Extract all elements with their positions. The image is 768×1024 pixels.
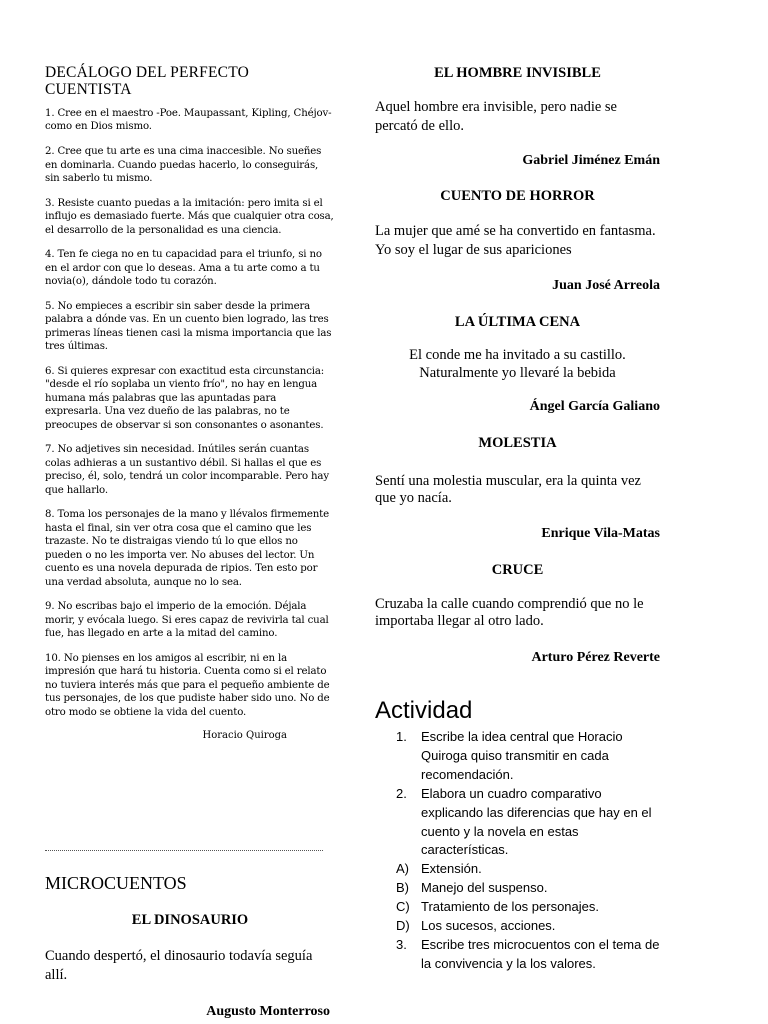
microcuentos-heading: MICROCUENTOS	[45, 873, 187, 893]
story-author: Arturo Pérez Reverte	[531, 650, 660, 665]
story-la-ultima-cena	[375, 313, 660, 416]
list-marker: A)	[396, 861, 409, 877]
story-title: EL HOMBRE INVISIBLE	[434, 65, 601, 81]
decalogo-item-9: 9. No escribas bajo el imperio de la emoción. Déjala morir, y evócala luego. Si eres capaz de revivirla tal cual fue, has llegado en arte a la mitad del camino.	[45, 601, 329, 640]
story-title: CRUCE	[491, 562, 544, 578]
list-item	[396, 898, 666, 917]
story-title: MOLESTIA	[478, 435, 557, 451]
story-author: Juan José Arreola	[552, 278, 660, 293]
story-body: Sentí una molestia muscular, era la quinta vez que yo nacía.	[375, 473, 641, 506]
story-author: Gabriel Jiménez Emán	[522, 153, 660, 168]
story-el-dinosaurio	[45, 911, 335, 1021]
microcuentos-right-column	[375, 64, 660, 667]
list-marker: 1.	[396, 729, 407, 744]
list-marker: D)	[396, 918, 410, 934]
story-molestia	[375, 434, 660, 543]
list-text: Tratamiento de los personajes.	[421, 899, 600, 915]
story-author: Ángel García Galiano	[529, 399, 660, 414]
list-text: Escribe la idea central que Horacio Quiroga quiso transmitir en cada recomendación.	[421, 729, 623, 782]
list-item	[396, 936, 666, 974]
story-title: EL DINOSAURIO	[131, 912, 249, 928]
story-title: CUENTO DE HORROR	[440, 188, 595, 204]
story-body: Cruzaba la calle cuando comprendió que no le importaba llegar al otro lado.	[375, 596, 644, 629]
decalogo-item-3: 3. Resiste cuanto puedas a la imitación: pero imita si el influjo es demasiado fuerte. Más que cualquier otra cosa, el desarrollo de la personalidad es una ciencia.	[45, 197, 334, 236]
list-marker: 2.	[396, 785, 407, 801]
story-el-hombre-invisible	[375, 64, 660, 170]
decalogo-item-4: 4. Ten fe ciega no en tu capacidad para el triunfo, si no en el ardor con que lo deseas. Ama a tu arte como a tu novia(o), dándole todo tu corazón.	[45, 249, 322, 288]
list-item	[396, 728, 666, 785]
list-text: Los sucesos, acciones.	[421, 918, 556, 934]
list-text: Elabora un cuadro comparativo explicando las diferencias que hay en el cuento y la novela en estas características.	[421, 785, 652, 858]
decalogo-author: Horacio Quiroga	[202, 730, 287, 742]
actividad-list	[396, 728, 666, 974]
section-divider	[45, 850, 323, 851]
decalogo-item-6: 6. Si quieres expresar con exactitud esta circunstancia: "desde el río soplaba un viento frío", no hay en lengua humana más palabras que las apuntadas para expresarla. Una vez dueño de las palabras, no te preocupes de observar si son consonantes o asonantes.	[45, 366, 325, 431]
decalogo-item-7: 7. No adjetives sin necesidad. Inútiles serán cuantas colas adhieras a un sustantivo débil. Si hallas el que es preciso, él, solo, tendrá un color incomparable. Pero hay que hallarlo.	[45, 444, 329, 496]
actividad-heading: Actividad	[375, 697, 473, 724]
list-marker: C)	[396, 899, 410, 915]
list-marker: 3.	[396, 936, 407, 952]
story-body: La mujer que amé se ha convertido en fantasma. Yo soy el lugar de sus apariciones	[375, 223, 656, 258]
story-cuento-de-horror	[375, 187, 660, 295]
story-author: Augusto Monterroso	[206, 1004, 330, 1019]
list-item	[396, 860, 666, 879]
decalogo-item-5: 5. No empieces a escribir sin saber desde la primera palabra a dónde vas. En un cuento bien logrado, las tres primeras líneas tienen casi la misma importancia que las tres últimas.	[45, 301, 332, 353]
decalogo-section	[45, 64, 335, 741]
decalogo-title: DECÁLOGO DEL PERFECTO CUENTISTA	[45, 64, 249, 98]
list-item	[396, 785, 666, 861]
decalogo-item-8: 8. Toma los personajes de la mano y llévalos firmemente hasta el final, sin ver otra cosa que el camino que les trazaste. No te distraigas viendo tú lo que ellos no pueden o no les importa ver. No abuses del lector. Un cuento es una novela depurada de ripios. Ten esto por una verdad absoluta, aunque no lo sea.	[45, 509, 329, 588]
list-text: Manejo del suspenso.	[421, 880, 548, 896]
story-title: LA ÚLTIMA CENA	[454, 314, 581, 330]
list-text: Extensión.	[421, 861, 482, 877]
list-item	[396, 879, 666, 898]
decalogo-item-1: 1. Cree en el maestro -Poe. Maupassant, Kipling, Chéjov- como en Dios mismo.	[45, 108, 332, 133]
story-body: Cuando despertó, el dinosaurio todavía seguía allí.	[45, 948, 313, 983]
story-cruce	[375, 561, 660, 667]
list-marker: B)	[396, 880, 409, 896]
list-text: Escribe tres microcuentos con el tema de la convivencia y la los valores.	[421, 936, 660, 971]
story-author: Enrique Vila-Matas	[541, 526, 660, 541]
decalogo-item-10: 10. No pienses en los amigos al escribir, ni en la impresión que hará tu historia. Cuenta como si el relato no tuviera interés más que para el pequeño ambiente de tus personajes, de los que pudiste haber sido uno. No de otro modo se obtiene la vida del cuento.	[45, 652, 330, 718]
list-item	[396, 917, 666, 936]
decalogo-item-2: 2. Cree que tu arte es una cima inaccesible. No sueñes en dominarla. Cuando puedas hacerlo, lo conseguirás, sin saberlo tu mismo.	[45, 146, 322, 185]
story-body: El conde me ha invitado a su castillo. Naturalmente yo llevaré la bebida	[409, 347, 626, 381]
story-body: Aquel hombre era invisible, pero nadie se percató de ello.	[375, 99, 617, 134]
